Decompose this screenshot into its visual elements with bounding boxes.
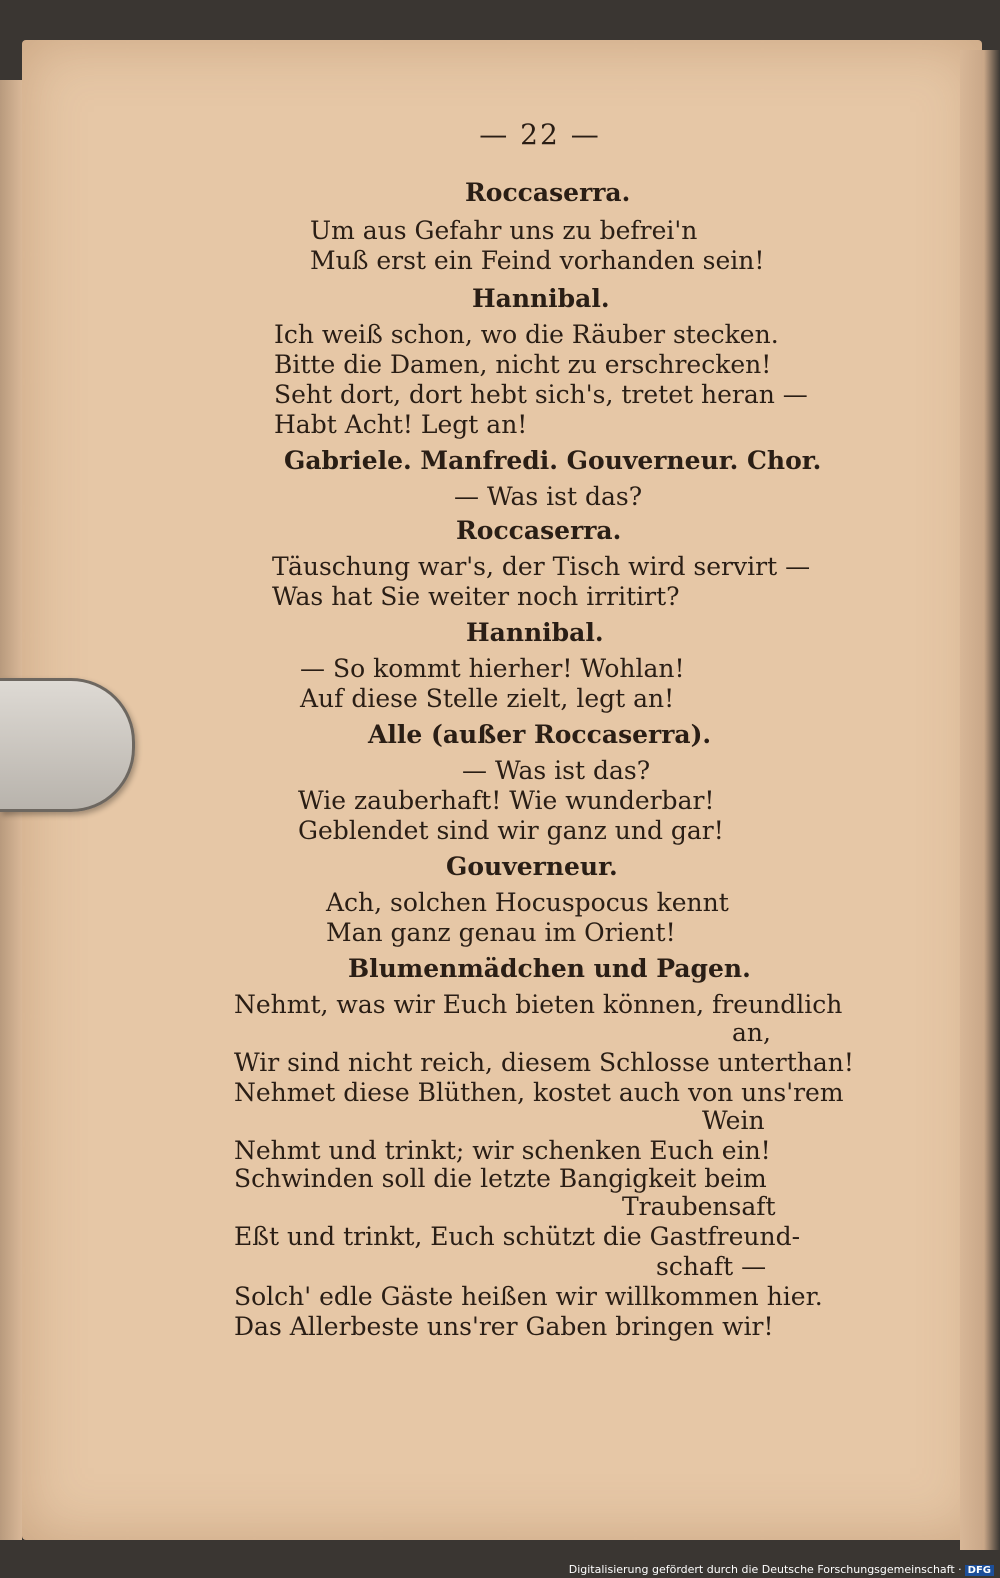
text-line: — Was ist das?	[454, 482, 643, 511]
speaker-hannibal-1: Hannibal.	[472, 284, 610, 313]
text-line: Geblendet sind wir ganz und gar!	[298, 816, 724, 845]
text-line: Nehmt, was wir Euch bieten können, freundlich	[234, 990, 843, 1019]
paper-clip	[0, 678, 135, 812]
text-line: — Was ist das?	[462, 756, 651, 785]
digitization-footer	[569, 1563, 994, 1576]
text-line: Nehmt und trinkt; wir schenken Euch ein!	[234, 1136, 771, 1165]
text-line: Wie zauberhaft! Wie wunderbar!	[298, 786, 715, 815]
text-line: Täuschung war's, der Tisch wird servirt —	[272, 552, 811, 581]
text-line: Wir sind nicht reich, diesem Schlosse unterthan!	[234, 1048, 854, 1077]
footer-text: Digitalisierung gefördert durch die Deutsche Forschungsgemeinschaft ·	[568, 1563, 962, 1576]
text-line: — So kommt hierher! Wohlan!	[300, 654, 685, 683]
text-line: Eßt und trinkt, Euch schützt die Gastfreund-	[234, 1222, 801, 1251]
text-line: Wein	[702, 1106, 765, 1135]
text-line: Um aus Gefahr uns zu befrei'n	[310, 216, 698, 245]
text-line: an,	[732, 1018, 771, 1047]
text-line: Habt Acht! Legt an!	[274, 410, 528, 439]
speaker-alle: Alle (außer Roccaserra).	[368, 720, 712, 749]
book-page	[22, 40, 982, 1540]
text-line: Ich weiß schon, wo die Räuber stecken.	[274, 320, 779, 349]
text-line: Traubensaft	[622, 1192, 776, 1221]
page-content	[22, 40, 982, 1540]
text-line: Muß erst ein Feind vorhanden sein!	[310, 246, 765, 275]
text-line: Das Allerbeste uns'rer Gaben bringen wir!	[234, 1312, 774, 1341]
speaker-ensemble: Gabriele. Manfredi. Gouverneur. Chor.	[284, 446, 822, 475]
text-line: Seht dort, dort hebt sich's, tretet heran —	[274, 380, 808, 409]
text-line: Solch' edle Gäste heißen wir willkommen hier.	[234, 1282, 823, 1311]
text-line: Man ganz genau im Orient!	[326, 918, 676, 947]
text-line: Ach, solchen Hocuspocus kennt	[326, 888, 729, 917]
speaker-gouverneur: Gouverneur.	[446, 852, 618, 881]
speaker-roccaserra-2: Roccaserra.	[456, 516, 622, 545]
text-line: Nehmet diese Blüthen, kostet auch von uns'rem	[234, 1078, 844, 1107]
speaker-blumenmaedchen: Blumenmädchen und Pagen.	[348, 954, 751, 983]
text-line: Bitte die Damen, nicht zu erschrecken!	[274, 350, 772, 379]
text-line: Was hat Sie weiter noch irritirt?	[272, 582, 680, 611]
page-number: — 22 —	[479, 118, 601, 151]
speaker-hannibal-2: Hannibal.	[466, 618, 604, 647]
dfg-logo: DFG	[965, 1565, 994, 1576]
speaker-roccaserra-1: Roccaserra.	[465, 178, 631, 207]
text-line: schaft —	[656, 1252, 767, 1281]
book-right-edge	[960, 50, 1000, 1550]
text-line: Schwinden soll die letzte Bangigkeit beim	[234, 1164, 767, 1193]
text-line: Auf diese Stelle zielt, legt an!	[300, 684, 675, 713]
